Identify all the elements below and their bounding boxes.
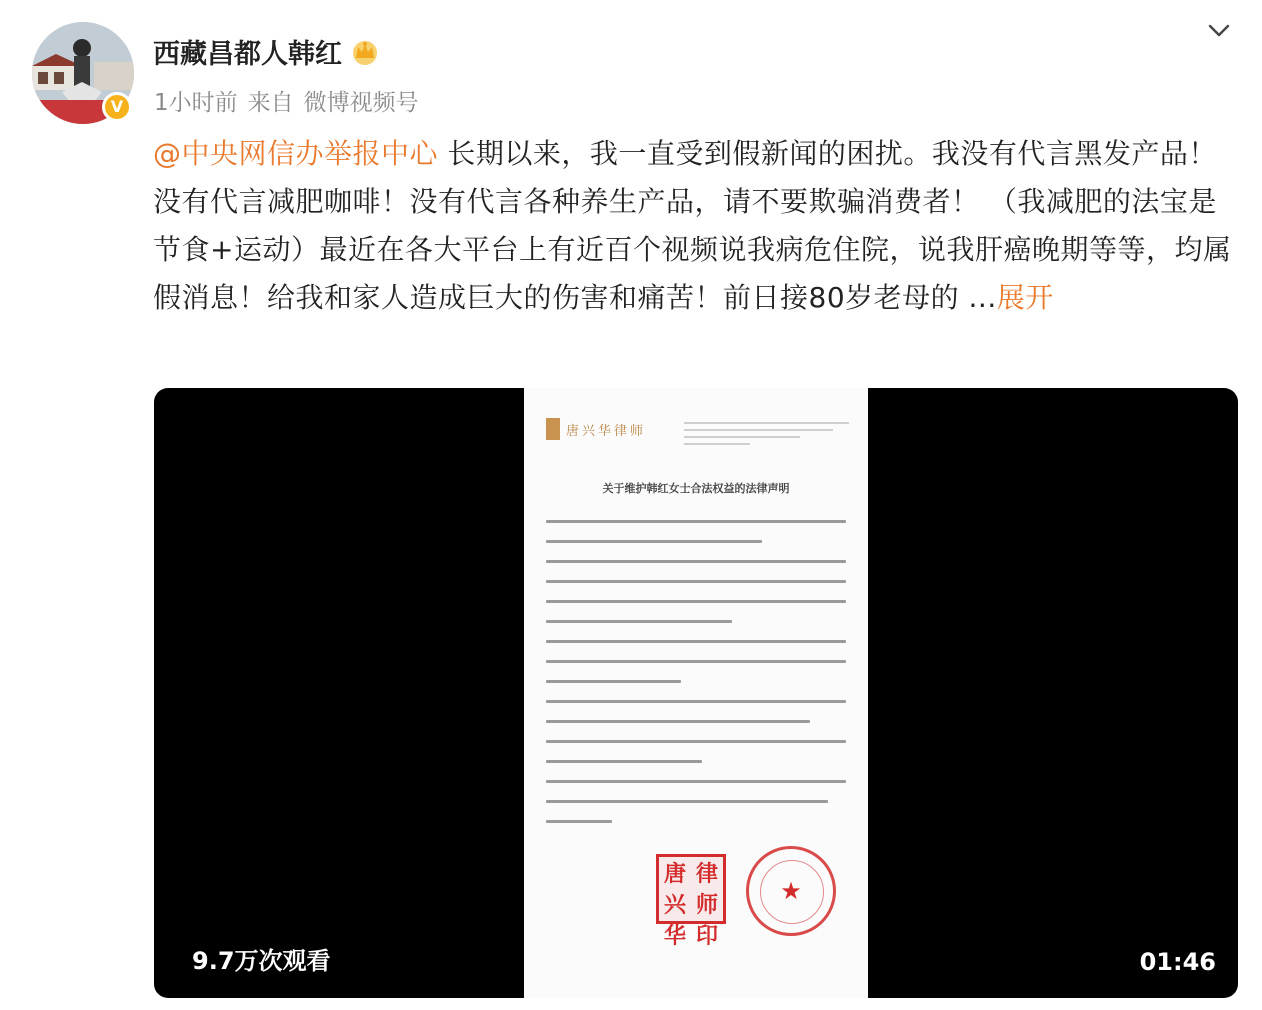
law-firm-logo-text: 唐兴华律师 — [566, 423, 647, 439]
seal-char: 唐 — [663, 861, 686, 887]
post-source[interactable]: 微博视频号 — [303, 90, 419, 116]
from-label: 来自 — [247, 90, 294, 116]
video-player[interactable] — [154, 388, 1238, 998]
law-firm-logo-mark-icon — [546, 418, 560, 440]
expand-link[interactable]: 展开 — [996, 281, 1054, 314]
red-seal-round — [746, 846, 836, 936]
verified-badge-icon: V — [102, 92, 132, 122]
post-header-name-row — [153, 32, 380, 71]
document-title: 关于维护韩红女士合法权益的法律声明 — [602, 482, 790, 495]
post-time: 1小时前 — [154, 90, 238, 116]
document-body-lines — [546, 520, 846, 840]
seal-char: 印 — [695, 923, 718, 949]
seal-char: 师 — [695, 892, 718, 918]
avatar-container[interactable] — [32, 22, 134, 124]
letterhead-lines — [684, 422, 849, 450]
mention-link[interactable]: @中央网信办举报中心 — [153, 137, 439, 170]
view-count: 9.7万次观看 — [192, 947, 331, 975]
seal-char: 华 — [663, 923, 686, 949]
seal-char: 律 — [695, 861, 718, 887]
red-seal-square — [656, 854, 726, 949]
crown-icon — [350, 38, 380, 66]
username[interactable]: 西藏昌都人韩红 — [153, 39, 342, 70]
post-body — [153, 130, 1238, 322]
star-icon: ★ — [780, 877, 802, 905]
video-duration: 01:46 — [1139, 948, 1216, 976]
video-frame-document — [524, 388, 868, 998]
seal-char: 兴 — [663, 892, 686, 918]
law-firm-logo — [546, 418, 646, 440]
post-text: 长期以来，我一直受到假新闻的困扰。我没有代言黑发产品！没有代言减肥咖啡！没有代言各种养生产品，请不要欺骗消费者！ （我减肥的法宝是节食+运动）最近在各大平台上有近百个视频说我病危住院，说我肝癌晚期等等，均属假消息！给我和家人造成巨大的伤害和痛苦！前日接80岁老母的 ... — [153, 137, 1232, 314]
post-meta — [154, 84, 429, 117]
chevron-down-icon[interactable] — [1204, 16, 1234, 46]
